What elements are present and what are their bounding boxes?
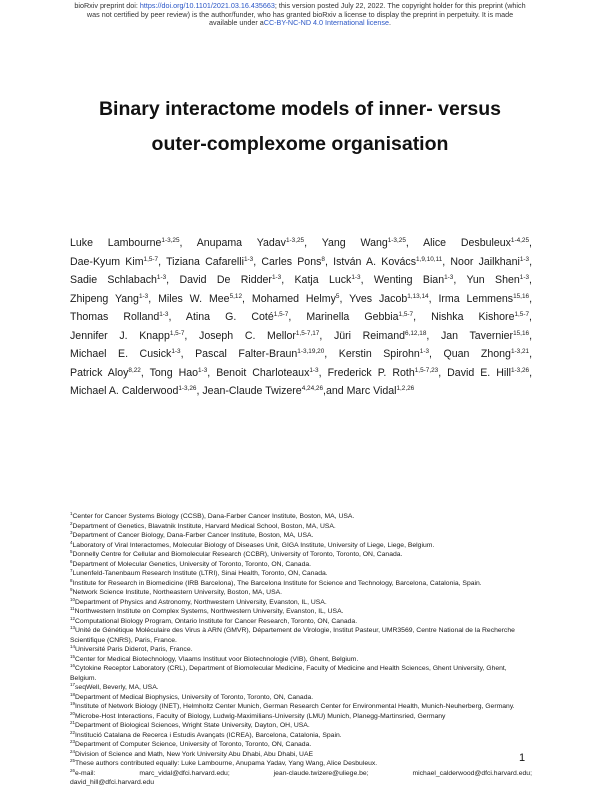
- author-name: Quan Zhong: [443, 348, 511, 361]
- author-name: Atina G. Coté: [185, 311, 274, 324]
- author-name: Zhipeng Yang: [70, 292, 139, 305]
- author-list: Luke Lambourne$^{1-3,25}$, Anupama Yadav$^{1-3,25}$, Yang Wang$^{1-3,25}$, Alice Desbuleux$^{1-4,25}$, Dae-Kyum Kim$^{1,5-7}$, Tiziana Cafarelli$^{1-3}$, Carles Pons$^8$, István A. Kovács$^{1,9,10,11}$, Noor Jailkhani$^{1-3}$, Sadie Schlabach$^{1-3}$, David De Ridder$^{1-3}$, Katja Luck$^{1-3}$, Wenting Bian$^{1-3}$, Yun Shen$^{1-3}$, Zhipeng Yang$^{1-3}$, Miles W. Mee$^{5,12}$, Mohamed Helmy$^5$, Yves Jacob$^{1,13,14}$, Irma Lemmens$^{15,16}$, Thomas Rolland$^{1-3}$, Atina G. Coté$^{1,5-7}$, Marinella Gebbia$^{1,5-7}$, Nishka Kishore$^{1,5-7}$, Jennifer J. Knapp$^{1,5-7}$, Joseph C. Mellor$^{1,5-7,17}$, Jüri Reimand$^{6,12,18}$, Jan Tavernier$^{15,16}$, Michael E. Cusick$^{1-3}$, Pascal Falter-Braun$^{1-3,19,20}$, Kerstin Spirohn$^{1-3}$, Quan Zhong$^{1-3,21}$, Patrick Aloy$^{8,22}$, Tong Hao$^{1-3}$, Benoit Charloteaux$^{1-3}$, Frederick P. Roth$^{1,5-7,23}$, David E. Hill$^{1-3,26}$, Michael A. Calderwood$^{1-3,26}$, Jean-Claude Twizere$^{4,24,26}$,and Marc Vidal$^{1,2,26}$: [70, 237, 533, 398]
- author: [441, 330, 529, 342]
- author-name: Luke Lambourne: [70, 237, 162, 249]
- affiliation-text: Department of Computer Science, University of Toronto, Toronto, ON, Canada.: [75, 741, 312, 748]
- author: [197, 237, 304, 249]
- affiliation-text: seqWell, Beverly, MA, USA.: [75, 684, 159, 691]
- affiliation-number: 1: [70, 511, 73, 516]
- author-affiliation-ref: 1,5-7,17: [295, 329, 320, 337]
- author: [70, 293, 148, 305]
- author-affiliation-ref: 15,16: [513, 329, 530, 337]
- affiliation-item: [70, 693, 532, 703]
- author: [150, 367, 208, 379]
- author-affiliation-ref: 1,5-7: [273, 311, 289, 319]
- affiliation-number: 14: [70, 644, 76, 649]
- author-affiliation-ref: 1-3: [519, 255, 530, 263]
- affiliation-text: Laboratory of Viral Interactomes, Molecular Biology of Diseases Unit, GIGA Institute, University of Liege, Liege, Belgium.: [72, 541, 435, 549]
- header-line-2: was not certified by peer review) is the author/funder, who has granted bioRxiv a license to display the preprint in perpetuity. It is made: [86, 9, 514, 19]
- affiliation-item: [70, 588, 532, 598]
- author-name: Joseph C. Mellor: [199, 329, 296, 342]
- author-affiliation-ref: 1,5-7,23: [414, 366, 439, 374]
- author: [333, 256, 442, 268]
- affiliation-item: [70, 550, 532, 560]
- author: [70, 385, 196, 397]
- affiliation-item: [70, 664, 532, 683]
- affiliation-text: Center for Cancer Systems Biology (CCSB), Dana-Farber Cancer Institute, Boston, MA, USA.: [72, 513, 355, 520]
- author-affiliation-ref: 1-3,19,20: [297, 348, 325, 356]
- author-name: István A. Kovács: [333, 255, 417, 268]
- author: [216, 367, 318, 379]
- affiliation-item: [70, 712, 532, 722]
- author-name: Yves Jacob: [349, 292, 408, 305]
- author: [70, 237, 180, 249]
- affiliation-item: [70, 512, 532, 522]
- affiliation-number: 23: [70, 739, 76, 744]
- author-affiliation-ref: 1-3: [138, 292, 149, 300]
- affiliation-number: 7: [70, 568, 73, 573]
- author-affiliation-ref: 4,24,26: [301, 385, 324, 393]
- author-affiliation-ref: 6,12,18: [405, 329, 427, 337]
- author-name: Frederick P. Roth: [327, 366, 415, 379]
- email-row: [70, 769, 532, 779]
- affiliation-text: Division of Science and Math, New York University Abu Dhabi, Abu Dhabi, UAE: [75, 750, 314, 758]
- affiliation-number: 3: [70, 530, 73, 535]
- author-conjunction: and: [325, 385, 347, 398]
- author-name: Tiziana Cafarelli: [166, 255, 244, 268]
- author-affiliation-ref: 1,5-7: [514, 311, 530, 319]
- author-name: Thomas Rolland: [70, 311, 160, 324]
- author-affiliation-ref: 1,5-7: [398, 311, 414, 319]
- doi-link[interactable]: https://doi.org/10.1101/2021.03.16.435663: [139, 1, 275, 10]
- author-affiliation-ref: 8: [321, 255, 325, 263]
- author-name: Pascal Falter-Braun: [195, 348, 298, 361]
- author-affiliation-ref: 1-3: [159, 311, 169, 319]
- author-affiliation-ref: 1-3: [243, 255, 254, 263]
- author-affiliation-ref: 1-3: [198, 366, 208, 374]
- author-name: Anupama Yadav: [196, 237, 286, 249]
- author-name: Wenting Bian: [373, 274, 445, 287]
- affiliation-item: [70, 721, 532, 731]
- affiliation-text: Institució Catalana de Recerca i Estudis Avançats (ICREA), Barcelona, Catalonia, Spain.: [75, 731, 342, 739]
- author: [306, 311, 413, 323]
- author: [70, 311, 169, 323]
- author-name: Miles W. Mee: [158, 292, 230, 305]
- affiliation-text: Department of Biological Sciences, Wright State University, Dayton, OH, USA.: [75, 722, 310, 729]
- author: [202, 385, 323, 397]
- email-address[interactable]: michael_calderwood@dfci.harvard.edu;: [412, 769, 532, 777]
- author-affiliation-ref: 5: [335, 292, 340, 300]
- author: [294, 274, 360, 286]
- author-name: Jan Tavernier: [440, 329, 514, 342]
- author-affiliation-ref: 1-3: [419, 348, 430, 356]
- affiliation-number: 11: [70, 606, 75, 611]
- author: [431, 311, 529, 323]
- affiliation-text: Network Science Institute, Northeastern University, Boston, MA, USA.: [72, 589, 283, 596]
- affiliation-text: Department of Cancer Biology, Dana-Farber Cancer Institute, Boston, MA, USA.: [72, 532, 314, 539]
- author-affiliation-ref: 1-3,25: [161, 237, 180, 244]
- author: [349, 293, 428, 305]
- header-suffix: ; this version posted July 22, 2022. The copyright holder for this preprint (which: [274, 1, 526, 10]
- affiliation-number: 22: [70, 729, 76, 735]
- author-name: Benoit Charloteaux: [216, 366, 310, 379]
- author-name: Michael A. Calderwood: [70, 385, 179, 398]
- author-affiliation-ref: 1-3: [156, 274, 167, 282]
- affiliation-text: Unité de Génétique Moléculaire des Virus à ARN (GMVR), Département de Virologie, Institut Pasteur, UMR3569, Centre National de la Recherche Scientifique (CNRS), Paris, France.: [70, 627, 515, 644]
- author-name: Jean-Claude Twizere: [202, 385, 302, 398]
- author: [195, 348, 324, 360]
- author: [70, 256, 158, 268]
- affiliation-item: [70, 759, 532, 769]
- author-affiliation-ref: 1-3: [271, 274, 282, 282]
- title-line-1: Binary interactome models of inner- versus: [98, 98, 502, 120]
- author-affiliation-ref: 1-3,25: [387, 237, 406, 244]
- affiliation-item: [70, 560, 532, 570]
- author-affiliation-ref: 1,9,10,11: [416, 255, 443, 263]
- author: [339, 348, 429, 360]
- contact-emails: [70, 769, 532, 788]
- email-label-group: [70, 769, 95, 779]
- affiliation-text: Microbe-Host Interactions, Faculty of Biology, Ludwig-Maximilians-University (LMU) Munich, Planegg-Martinsried, Germany: [75, 712, 446, 720]
- email-address[interactable]: marc_vidal@dfci.harvard.edu;: [139, 769, 230, 777]
- affiliation-number: 19: [70, 701, 76, 706]
- author-affiliation-ref: 1,5-7: [143, 255, 159, 263]
- affiliation-text: Department of Genetics, Blavatnik Institute, Harvard Medical School, Boston, MA, USA.: [72, 522, 336, 530]
- author-affiliation-ref: 1-4,25: [510, 237, 530, 244]
- author-affiliation-ref: 1,5-7: [169, 329, 185, 337]
- license-link[interactable]: CC-BY-NC-ND 4.0 International license: [263, 18, 389, 28]
- affiliation-text: Institute of Network Biology (INET), Helmholtz Center Munich, German Research Center for Environmental Health, Munich-Neuherberg, Germany.: [75, 703, 515, 710]
- author-affiliation-ref: 1-3: [309, 366, 319, 374]
- header-prefix: bioRxiv preprint doi:: [74, 1, 140, 10]
- author: [443, 348, 529, 360]
- header-line-3: [70, 19, 530, 28]
- author: [158, 293, 242, 305]
- affiliation-item: [70, 598, 532, 608]
- affiliation-text: Université Paris Diderot, Paris, France.: [75, 646, 193, 653]
- author-affiliation-ref: 1,2,26: [396, 385, 415, 393]
- author-name: Jüri Reimand: [333, 329, 406, 342]
- affiliation-number: 15: [70, 653, 76, 659]
- affiliation-number: 10: [70, 596, 76, 602]
- author: [334, 330, 426, 342]
- affiliation-number: 18: [70, 691, 76, 697]
- author-name: Carles Pons: [261, 255, 322, 268]
- license-prefix: available under a: [209, 18, 264, 28]
- author-affiliation-ref: 1-3,26: [178, 385, 197, 393]
- paper-title: [40, 92, 560, 162]
- author-affiliation-ref: 1-3: [519, 274, 530, 282]
- affiliation-number: 6: [70, 558, 73, 564]
- author-affiliation-ref: 1-3,21: [510, 348, 530, 356]
- author: [447, 367, 529, 379]
- author: [179, 274, 281, 286]
- affiliation-number: 2: [70, 520, 73, 526]
- affiliation-item: [70, 617, 532, 627]
- affiliation-text: Department of Physics and Astronomy, Northwestern University, Evanston, IL, USA.: [75, 598, 327, 606]
- author-name: David De Ridder: [179, 274, 272, 287]
- affiliation-text: Center for Medical Biotechnology, Vlaams Instituut voor Biotechnologie (VIB), Ghent, Belgium.: [75, 655, 359, 663]
- author-name: Sadie Schlabach: [70, 274, 157, 287]
- author-name: Alice Desbuleux: [423, 237, 511, 249]
- author-affiliation-ref: 1-3: [444, 274, 454, 282]
- author-affiliation-ref: 1-3: [351, 274, 361, 282]
- affiliation-item: [70, 731, 532, 741]
- affiliation-item: [70, 522, 532, 532]
- affiliation-text: These authors contributed equally: Luke Lambourne, Anupama Yadav, Yang Wang, Alice Desbuleux.: [75, 760, 378, 767]
- preprint-header: [70, 2, 530, 28]
- affiliation-number: 26: [70, 767, 76, 773]
- author: [326, 385, 414, 397]
- author: [186, 311, 288, 323]
- author: [450, 256, 529, 268]
- affiliation-text: Department of Medical Biophysics, University of Toronto, Toronto, ON, Canada.: [75, 693, 314, 701]
- author-affiliation-ref: 1-3,25: [285, 237, 305, 244]
- title-line-2: outer-complexome organisation: [151, 133, 449, 155]
- author-name: Marinella Gebbia: [306, 311, 399, 324]
- affiliation-number: 21: [70, 720, 76, 725]
- author: [328, 367, 439, 379]
- author-name: Marc Vidal: [346, 385, 397, 398]
- affiliation-item: [70, 645, 532, 655]
- author: [70, 274, 166, 286]
- author-name: Jennifer J. Knapp: [70, 329, 170, 342]
- author: [322, 237, 406, 249]
- author: [466, 274, 529, 286]
- affiliation-number: 16: [70, 663, 76, 668]
- affiliation-text: Computational Biology Program, Ontario Institute for Cancer Research, Toronto, ON, Canada.: [75, 617, 358, 625]
- affiliation-list: [70, 512, 532, 788]
- affiliation-text: Department of Molecular Genetics, University of Toronto, Toronto, ON, Canada.: [72, 560, 312, 568]
- affiliation-text: Northwestern Institute on Complex Systems, Northwestern University, Evanston, IL, USA.: [74, 608, 344, 615]
- affiliation-item: [70, 683, 532, 693]
- author-name: Katja Luck: [294, 274, 352, 287]
- affiliation-item: [70, 607, 532, 617]
- affiliation-text: Institute for Research in Biomedicine (IRB Barcelona), The Barcelona Institute for Science and Technology, Barcelona, Catalonia, Spain.: [72, 579, 482, 587]
- affiliation-item: [70, 569, 532, 579]
- author: [423, 237, 529, 249]
- author-affiliation-ref: 1-3,26: [510, 366, 530, 374]
- author-name: David E. Hill: [447, 366, 511, 379]
- email-address[interactable]: jean-claude.twizere@uliege.be;: [273, 769, 369, 777]
- affiliation-text: Lunenfeld-Tanenbaum Research Institute (LTRI), Sinai Health, Toronto, ON, Canada.: [72, 570, 328, 577]
- author-affiliation-ref: 1,13,14: [407, 292, 429, 300]
- affiliation-item: [70, 541, 532, 551]
- email-label: e-mail:: [75, 769, 96, 777]
- author-name: Tong Hao: [149, 366, 199, 379]
- author-affiliation-ref: 8,22: [128, 366, 141, 374]
- author-name: Kerstin Spirohn: [338, 348, 420, 361]
- author-name: Michael E. Cusick: [70, 348, 172, 361]
- affiliation-number: 12: [70, 615, 76, 621]
- license-suffix: .: [388, 18, 391, 28]
- author: [199, 330, 319, 342]
- affiliation-item: [70, 702, 532, 712]
- author-name: Irma Lemmens: [438, 292, 514, 305]
- author: [438, 293, 529, 305]
- author: [252, 293, 340, 305]
- author: [70, 348, 181, 360]
- affiliation-text: Donnelly Centre for Cellular and Biomolecular Research (CCBR), University of Toronto, Toronto, ON, Canada.: [72, 551, 403, 558]
- affiliation-item: [70, 579, 532, 589]
- author: [374, 274, 453, 286]
- author-name: Nishka Kishore: [431, 311, 515, 324]
- author-name: Mohamed Helmy: [251, 292, 336, 305]
- author: [70, 330, 184, 342]
- affiliation-number: 20: [70, 710, 76, 716]
- affiliation-number: 5: [70, 549, 73, 554]
- affiliation-number: 17: [70, 682, 76, 687]
- author-name: Yang Wang: [321, 237, 388, 249]
- email-address[interactable]: david_hill@dfci.harvard.edu: [70, 779, 154, 786]
- author: [166, 256, 253, 268]
- affiliation-item: [70, 531, 532, 541]
- author-name: Yun Shen: [466, 274, 520, 287]
- affiliation-item: [70, 655, 532, 665]
- affiliation-item: [70, 750, 532, 760]
- affiliation-number: 25: [70, 758, 76, 763]
- affiliation-item: [70, 626, 532, 645]
- author-name: Dae-Kyum Kim: [70, 255, 144, 268]
- page-number: 1: [519, 752, 526, 764]
- author-affiliation-ref: 5,12: [229, 292, 243, 300]
- affiliation-number: 9: [70, 587, 73, 592]
- affiliation-number: 24: [70, 748, 76, 754]
- author: [70, 367, 141, 379]
- author-name: Noor Jailkhani: [450, 255, 520, 268]
- affiliation-number: 4: [70, 539, 73, 545]
- affiliation-number: 13: [70, 625, 76, 630]
- author: [261, 256, 325, 268]
- author-affiliation-ref: 15,16: [513, 292, 530, 300]
- affiliation-item: [70, 740, 532, 750]
- affiliation-text: Cytokine Receptor Laboratory (CRL), Department of Biomolecular Medicine, Faculty of Medicine and Health Sciences, Ghent University, Ghent, Belgium.: [70, 665, 507, 682]
- author-affiliation-ref: 1-3: [171, 348, 181, 356]
- author-name: Patrick Aloy: [70, 366, 129, 379]
- affiliation-number: 8: [70, 577, 73, 583]
